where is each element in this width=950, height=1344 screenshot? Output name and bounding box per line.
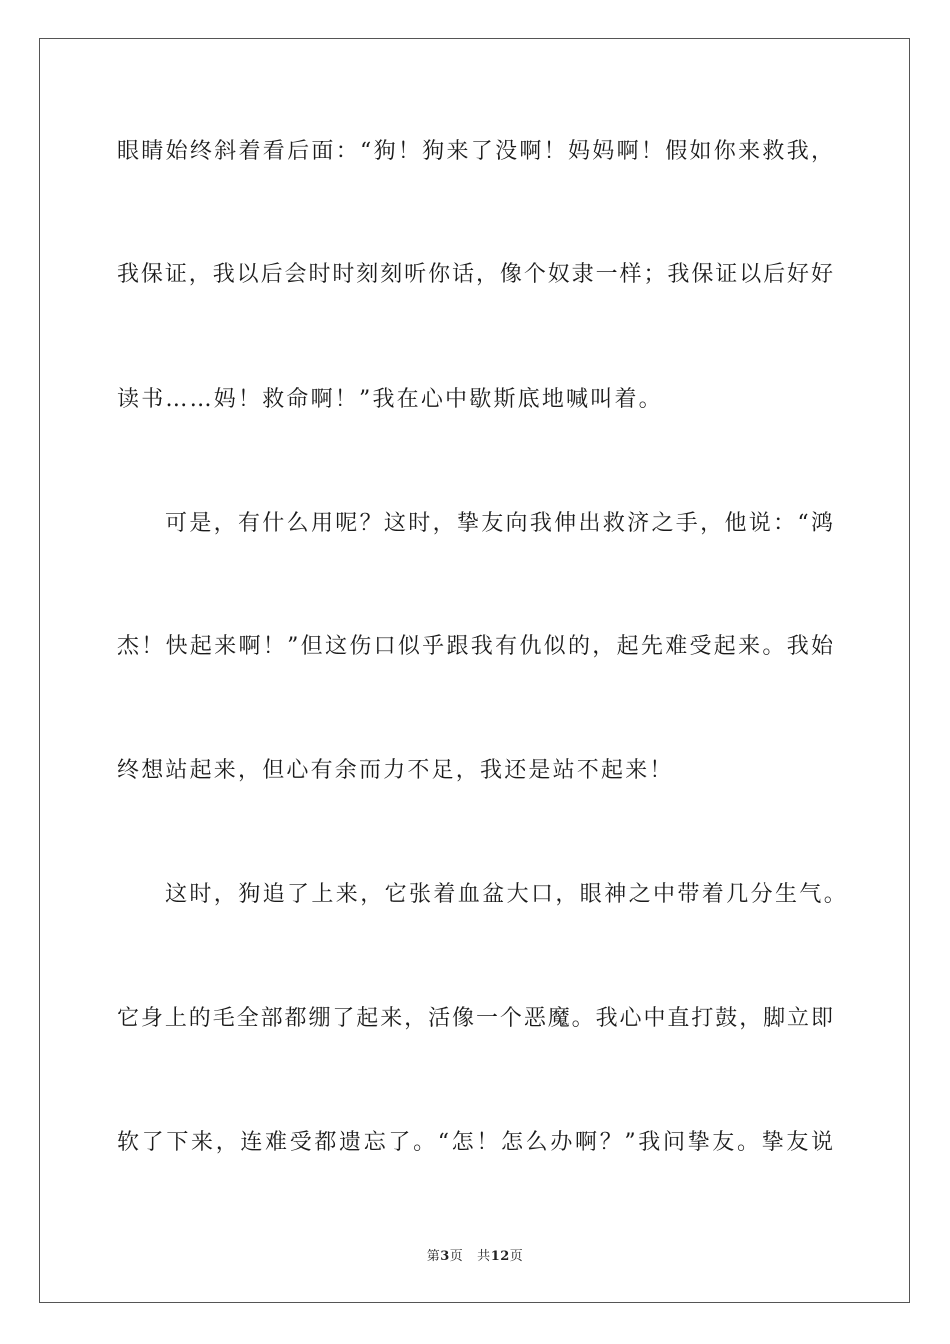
text-line-1: 眼睛始终斜着看后面：“狗！狗来了没啊！妈妈啊！假如你来救我，: [117, 139, 833, 164]
text-line-4: 可是，有什么用呢？这时，挚友向我伸出救济之手，他说：“鸿: [165, 511, 833, 536]
page-prefix: 第: [426, 1249, 441, 1264]
text-line-9: 软了下来，连难受都遗忘了。“怎！怎么办啊？”我问挚友。挚友说: [117, 1130, 833, 1155]
text-line-7: 这时，狗追了上来，它张着血盆大口，眼神之中带着几分生气。: [165, 882, 849, 907]
text-line-8: 它身上的毛全部都绷了起来，活像一个恶魔。我心中直打鼓，脚立即: [117, 1006, 833, 1031]
page-footer: [0, 1248, 950, 1266]
text-line-5: 杰！快起来啊！”但这伤口似乎跟我有仇似的，起先难受起来。我始: [117, 634, 833, 659]
page-border: [39, 38, 910, 1303]
total-prefix: 共: [477, 1249, 491, 1264]
text-line-3: 读书……妈！救命啊！”我在心中歇斯底地喊叫着。: [117, 387, 663, 412]
page-number: 3: [440, 1249, 450, 1264]
text-line-6: 终想站起来，但心有余而力不足，我还是站不起来！: [117, 758, 674, 783]
total-suffix: 页: [509, 1249, 524, 1264]
page-suffix: 页: [449, 1249, 464, 1264]
total-pages: 12: [490, 1249, 510, 1264]
text-line-2: 我保证，我以后会时时刻刻听你话，像个奴隶一样；我保证以后好好: [117, 262, 833, 287]
